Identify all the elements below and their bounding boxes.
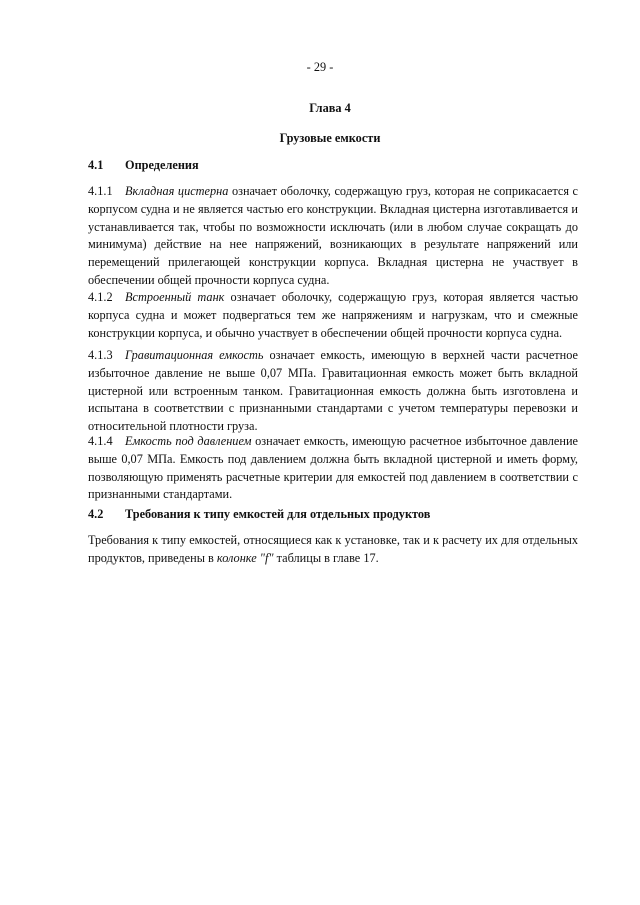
paragraph-text-end: таблицы в главе 17. — [273, 550, 379, 565]
paragraph-text: означает оболочку, содержащую груз, которая является частью корпуса судна и может подвергаться тем же напряжениям и нагрузкам, что и смежные конструкции корпуса, и обычно участвует в обеспечении общей прочности корпуса судна. — [88, 290, 579, 340]
paragraph-text: означает емкость, имеющую в верхней части расчетное избыточное давление не выше 0,07 МПа. Гравитационная емкость может быть вкладной цистерной или встроенным танком. Гравитационная емкость должна быть изготовлена и испытана в соответствии с признанными стандартами с учетом температуры перевозки и относительной плотности груза. — [88, 348, 578, 434]
defined-term: Встроенный танк — [125, 290, 225, 304]
section-heading-4-1 — [88, 158, 199, 173]
section-title: Требования к типу емкостей для отдельных продуктов — [125, 507, 431, 521]
paragraph-4-1-1 — [88, 183, 578, 290]
defined-term: Емкость под давлением — [125, 434, 252, 448]
section-number: 4.2 — [88, 507, 104, 521]
defined-term: Гравитационная емкость — [125, 348, 264, 362]
paragraph-text: означает емкость, имеющую расчетное избыточное давление выше 0,07 МПа. Емкость под давлением должна быть вкладной цистерной и иметь форму, позволяющую применять расчетные критерии для емкостей под давлением в соответствии с признанными стандартами. — [88, 434, 579, 502]
section-title: Определения — [125, 158, 199, 172]
paragraph-number: 4.1.4 — [88, 434, 113, 448]
chapter-title: Глава 4 — [309, 101, 351, 115]
defined-term: Вкладная цистерна — [125, 184, 229, 198]
section-heading-4-2 — [88, 507, 430, 522]
paragraph-4-1-2 — [88, 289, 578, 342]
paragraph-number: 4.1.2 — [88, 290, 113, 304]
paragraph-number: 4.1.3 — [88, 348, 113, 362]
paragraph-4-1-4 — [88, 433, 578, 504]
section-number: 4.1 — [88, 158, 104, 172]
column-reference: колонке "f" — [216, 550, 274, 565]
paragraph-4-1-3 — [88, 347, 578, 436]
paragraph-number: 4.1.1 — [88, 184, 113, 198]
paragraph-4-2 — [88, 532, 578, 568]
page-number: - 29 - — [306, 60, 334, 74]
chapter-subtitle: Грузовые емкости — [279, 131, 381, 145]
paragraph-text: означает оболочку, содержащую груз, которая не соприкасается с корпусом судна и не является частью его конструкции. Вкладная цистерна изготавливается и устанавливается так, чтобы по возможности исключать (или в любом случае сокращать до минимума) действие на нее напряжений, возникающих в результате напряжений или перемещений прилегающей конструкции корпуса. Вкладная цистерна не участвует в обеспечении общей прочности корпуса судна. — [88, 184, 578, 287]
paragraph-text: Требования к типу емкостей, относящиеся как к установке, так и к расчету их для отдельных продуктов, приведены в — [88, 533, 578, 565]
